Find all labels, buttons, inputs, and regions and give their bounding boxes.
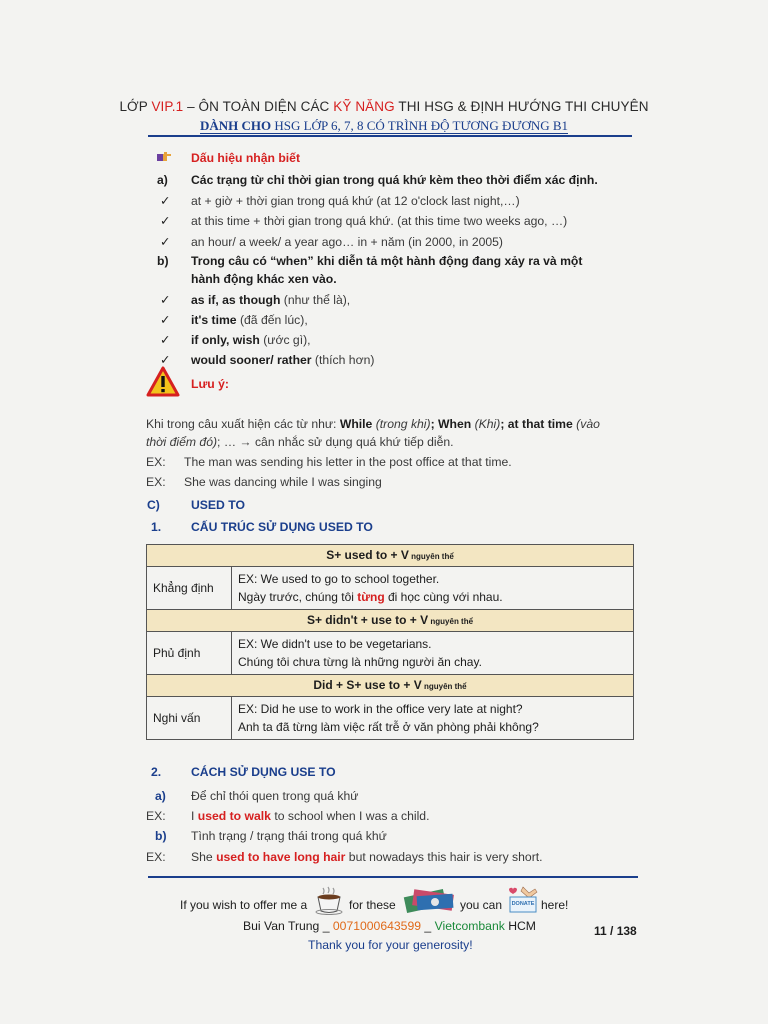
signs-check-4-rest: (như thể là),	[280, 293, 351, 307]
usage-ex1-highlight: used to walk	[197, 809, 271, 823]
donate-icon[interactable]	[507, 883, 539, 915]
note-p2-rest: ; … → cân nhắc sử dụng quá khứ tiếp diễn.	[217, 435, 454, 449]
donate-box-graphic	[507, 883, 539, 915]
table-example-vi: Chúng tôi chưa từng là những người ăn chay.	[238, 655, 482, 669]
section-c-label: C)	[147, 498, 160, 512]
usage-b-text: Tình trạng / trạng thái trong quá khứ	[191, 829, 387, 843]
signs-check-4	[191, 292, 350, 308]
footer-sep: _	[421, 919, 435, 933]
course-title-c: THI HSG & ĐỊNH HƯỚNG THI CHUYÊN	[394, 99, 649, 114]
section-2-title: CÁCH SỬ DỤNG USE TO	[191, 765, 336, 779]
table-row-body	[232, 697, 634, 740]
note-p1-a: Khi trong câu xuất hiện các từ như:	[146, 417, 340, 431]
table-row-label: Phủ định	[147, 632, 232, 675]
note-p1-att: at that time	[507, 417, 573, 431]
section-1-title: CẤU TRÚC SỬ DỤNG USED TO	[191, 520, 373, 534]
usage-ex1-b: to school when I was a child.	[270, 809, 430, 823]
table-example-en: EX: We didn't use to be vegetarians.	[238, 637, 432, 651]
table-example-en: EX: Did he use to work in the office very late at night?	[238, 702, 523, 716]
table-example-vi-a: Ngày trước, chúng tôi	[238, 590, 358, 604]
signs-check-3: an hour/ a week/ a year ago… in + năm (in 2000, in 2005)	[191, 235, 503, 249]
page-number: 11 / 138	[594, 924, 637, 938]
signs-b-label: b)	[157, 254, 169, 268]
table-header-row	[147, 545, 634, 567]
warning-icon	[146, 366, 180, 398]
usage-ex2-highlight: used to have long hair	[216, 850, 346, 864]
usage-a-label: a)	[155, 789, 166, 803]
used-to-structure-table	[146, 544, 634, 740]
usage-ex2-a: She	[191, 850, 217, 864]
section-c-title: USED TO	[191, 498, 245, 512]
table-row	[147, 697, 634, 740]
table-row-label: Khẳng định	[147, 567, 232, 610]
signs-check-6	[191, 332, 311, 348]
footer-name: Bui Van Trung _	[243, 919, 333, 933]
signs-check-1: at + giờ + thời gian trong quá khứ (at 12 o'clock last night,…)	[191, 194, 520, 208]
check-icon: ✓	[160, 333, 171, 347]
coffee-cup-icon	[313, 884, 345, 916]
note-p1-when-it: (Khi)	[471, 417, 501, 431]
footer-offer-text-4: here!	[541, 898, 569, 912]
signs-check-7-rest: (thích hơn)	[311, 353, 375, 367]
signs-check-5	[191, 312, 308, 328]
footer-account-number: 0071000643599	[332, 919, 422, 933]
table-row	[147, 632, 634, 675]
signs-check-5-rest: (đã đến lúc),	[236, 313, 308, 327]
footer-bank-info	[243, 919, 536, 933]
pointing-hand-icon	[157, 151, 173, 163]
note-paragraph-1	[146, 416, 600, 432]
table-header-row	[147, 675, 634, 697]
note-p1-sep2: ;	[500, 417, 508, 431]
note-p1-when: When	[438, 417, 472, 431]
table-header-row	[147, 610, 634, 632]
table-example-vi	[238, 588, 627, 606]
usage-b-label: b)	[155, 829, 167, 843]
signs-check-5-bold: it's time	[191, 313, 237, 327]
footer-offer-text-1: If you wish to offer me a	[180, 898, 308, 912]
table-example-vi-highlight: từng	[357, 590, 385, 604]
note-p1-sep: ;	[430, 417, 439, 431]
money-bills-icon	[403, 884, 457, 914]
signs-b-text-1: Trong câu có “when” khi diễn tả một hành động đang xảy ra và một	[191, 254, 583, 268]
signs-heading: Dấu hiệu nhận biết	[191, 151, 301, 165]
usage-ex1-a: I	[191, 809, 198, 823]
table-header-formula: S+ didn't + use to + V	[306, 612, 429, 627]
signs-check-2: at this time + thời gian trong quá khứ. (at this time two weeks ago, …)	[191, 214, 568, 228]
usage-example-1	[191, 808, 429, 824]
section-2-number: 2.	[151, 765, 162, 779]
usage-ex-label: EX:	[146, 850, 166, 864]
donate-label: DONATE	[511, 901, 535, 907]
course-subtitle-bold: DÀNH CHO	[199, 118, 272, 133]
course-title-vip: VIP.1	[151, 99, 184, 114]
table-header-cell	[147, 610, 634, 632]
signs-a-label: a)	[157, 173, 168, 187]
check-icon: ✓	[160, 235, 171, 249]
signs-a-text: Các trạng từ chỉ thời gian trong quá khứ kèm theo thời điểm xác định.	[191, 173, 598, 187]
check-icon: ✓	[160, 293, 171, 307]
note-p1-att-it: (vào	[572, 417, 600, 431]
usage-a-text: Để chỉ thói quen trong quá khứ	[191, 789, 359, 803]
signs-check-4-bold: as if, as though	[191, 293, 281, 307]
note-ex-label: EX:	[146, 475, 166, 489]
usage-example-2	[191, 849, 543, 865]
signs-check-7	[191, 352, 374, 368]
signs-b-text-2: hành động khác xen vào.	[191, 272, 337, 286]
note-example-1: The man was sending his letter in the post office at that time.	[184, 455, 512, 469]
footer-offer-text-3: you can	[460, 898, 503, 912]
check-icon: ✓	[160, 194, 171, 208]
course-title	[0, 99, 768, 114]
note-title: Lưu ý:	[191, 377, 229, 391]
check-icon: ✓	[160, 353, 171, 367]
table-header-formula: Did + S+ use to + V	[313, 677, 422, 692]
note-p1-while-it: (trong khi)	[372, 417, 431, 431]
signs-check-6-bold: if only, wish	[191, 333, 260, 347]
course-title-a: LỚP	[119, 99, 152, 114]
header-divider	[148, 135, 632, 137]
note-ex-label: EX:	[146, 455, 166, 469]
signs-check-6-rest: (ước gì),	[259, 333, 311, 347]
table-row-label: Nghi vấn	[147, 697, 232, 740]
section-1-number: 1.	[151, 520, 162, 534]
note-p2-it: thời điểm đó)	[146, 435, 218, 449]
course-title-skill: KỸ NĂNG	[333, 99, 395, 114]
check-icon: ✓	[160, 214, 171, 228]
table-example-vi: Anh ta đã từng làm việc rất trễ ở văn phòng phải không?	[238, 720, 539, 734]
footer-bank-name: Vietcombank	[434, 919, 505, 933]
table-example-vi-b: đi học cùng với nhau.	[384, 590, 503, 604]
note-p1-while: While	[339, 417, 373, 431]
footer-offer-text-2: for these	[349, 898, 396, 912]
check-icon: ✓	[160, 313, 171, 327]
course-subtitle-rest: HSG LỚP 6, 7, 8 CÓ TRÌNH ĐỘ TƯƠNG ĐƯƠNG B1	[271, 118, 569, 133]
table-header-note: nguyên thể	[408, 551, 454, 561]
footer-city: HCM	[504, 919, 536, 933]
table-example-en: EX: We used to go to school together.	[238, 572, 440, 586]
course-title-b: – ÔN TOÀN DIỆN CÁC	[183, 99, 334, 114]
table-row	[147, 567, 634, 610]
table-header-cell	[147, 545, 634, 567]
footer-divider	[148, 876, 638, 878]
table-header-note: nguyên thể	[428, 616, 474, 626]
table-row-body	[232, 632, 634, 675]
table-header-cell	[147, 675, 634, 697]
note-paragraph-2	[146, 434, 454, 450]
table-header-formula: S+ used to + V	[326, 547, 409, 562]
signs-check-7-bold: would sooner/ rather	[191, 353, 312, 367]
table-header-note: nguyên thể	[421, 681, 467, 691]
footer-thanks: Thank you for your generosity!	[308, 938, 473, 952]
course-subtitle	[0, 118, 768, 134]
usage-ex2-b: but nowadays this hair is very short.	[345, 850, 543, 864]
usage-ex-label: EX:	[146, 809, 166, 823]
note-example-2: She was dancing while I was singing	[184, 475, 382, 489]
table-row-body	[232, 567, 634, 610]
